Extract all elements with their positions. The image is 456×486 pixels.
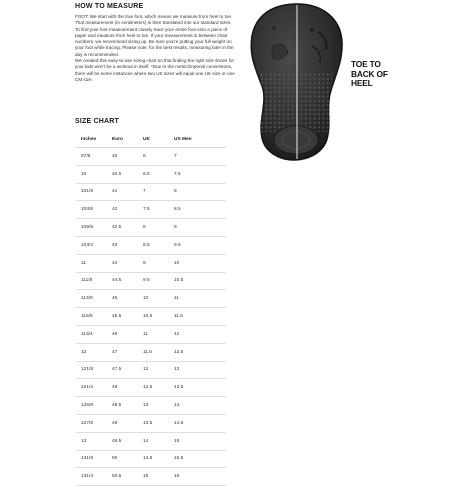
cell-uk: 11 bbox=[140, 325, 171, 343]
cell-uk: 10.5 bbox=[140, 308, 171, 326]
cell-euro: 42 bbox=[109, 201, 140, 219]
cell-uk: 13 bbox=[140, 397, 171, 415]
table-row bbox=[76, 236, 226, 254]
instruction-paragraph-trace: To find your foot measurement closely trace your entire foot onto a piece of paper and measure from heel to toe. If your measurement is between chart numbers, we recommend sizing up. Be sure you're putting your full weight on your foot while tracing. Please note: for the best results, measuring later in the day is recommended. bbox=[75, 26, 234, 57]
measure-instructions bbox=[75, 14, 235, 83]
cell-us-men: 9 bbox=[171, 219, 226, 237]
cell-euro: 40.5 bbox=[109, 165, 140, 183]
cell-euro: 45 bbox=[109, 290, 140, 308]
table-row bbox=[76, 414, 226, 432]
cell-euro: 50 bbox=[109, 450, 140, 468]
cell-inches: 113/8 bbox=[76, 290, 109, 308]
cell-inches: 121/8 bbox=[76, 361, 109, 379]
cell-inches: 113/4 bbox=[76, 325, 109, 343]
cell-us-men: 7 bbox=[171, 148, 226, 166]
cell-us-men: 12.5 bbox=[171, 343, 226, 361]
cell-inches: 103/4 bbox=[76, 236, 109, 254]
instruction-paragraph-foot: FOOT: We start with the true foot, which means we measure from heel to toe. That measurement (in centimeters) is then translated into our standard sizes. bbox=[75, 14, 233, 26]
column-header-inches: Inches bbox=[76, 131, 109, 148]
size-chart-body bbox=[76, 148, 226, 486]
cell-euro: 41 bbox=[109, 183, 140, 201]
cell-uk: 8.5 bbox=[140, 236, 171, 254]
cell-us-men: 14.5 bbox=[171, 414, 226, 432]
cell-euro: 47.5 bbox=[109, 361, 140, 379]
table-row bbox=[76, 165, 226, 183]
cell-uk: 10 bbox=[140, 290, 171, 308]
cell-inches: 97/8 bbox=[76, 148, 109, 166]
cell-uk: 9.5 bbox=[140, 272, 171, 290]
shoe-sole-diagram bbox=[242, 2, 352, 162]
cell-inches: 101/8 bbox=[76, 183, 109, 201]
cell-inches: 115/8 bbox=[76, 308, 109, 326]
cell-us-men: 14 bbox=[171, 397, 226, 415]
cell-uk: 8 bbox=[140, 219, 171, 237]
cell-uk: 15 bbox=[140, 468, 171, 486]
cell-euro: 45.5 bbox=[109, 308, 140, 326]
cell-euro: 49 bbox=[109, 414, 140, 432]
cell-us-men: 8.5 bbox=[171, 201, 226, 219]
cell-inches: 127/8 bbox=[76, 414, 109, 432]
table-row bbox=[76, 379, 226, 397]
cell-uk: 6.5 bbox=[140, 165, 171, 183]
table-row bbox=[76, 183, 226, 201]
cell-inches: 125/8 bbox=[76, 397, 109, 415]
cell-euro: 43 bbox=[109, 236, 140, 254]
cell-inches: 111/8 bbox=[76, 272, 109, 290]
cell-inches: 12 bbox=[76, 343, 109, 361]
table-row bbox=[76, 272, 226, 290]
size-chart-header-row bbox=[76, 131, 226, 148]
table-row bbox=[76, 325, 226, 343]
cell-inches: 121/4 bbox=[76, 379, 109, 397]
table-row bbox=[76, 450, 226, 468]
cell-us-men: 7.5 bbox=[171, 165, 226, 183]
cell-us-men: 12 bbox=[171, 325, 226, 343]
cell-uk: 14 bbox=[140, 432, 171, 450]
how-to-measure-heading: HOW TO MEASURE bbox=[75, 3, 144, 10]
cell-euro: 49.5 bbox=[109, 432, 140, 450]
cell-euro: 44.5 bbox=[109, 272, 140, 290]
cell-us-men: 15.5 bbox=[171, 450, 226, 468]
cell-inches: 131/8 bbox=[76, 450, 109, 468]
column-header-uk: UK bbox=[140, 131, 171, 148]
table-row bbox=[76, 432, 226, 450]
table-row bbox=[76, 254, 226, 272]
cell-uk: 9 bbox=[140, 254, 171, 272]
cell-euro: 50.5 bbox=[109, 468, 140, 486]
cell-us-men: 10 bbox=[171, 254, 226, 272]
size-chart-table bbox=[76, 131, 226, 486]
cell-uk: 12.5 bbox=[140, 379, 171, 397]
cell-inches: 103/8 bbox=[76, 201, 109, 219]
table-row bbox=[76, 219, 226, 237]
cell-us-men: 16 bbox=[171, 468, 226, 486]
cell-euro: 44 bbox=[109, 254, 140, 272]
cell-uk: 7.5 bbox=[140, 201, 171, 219]
cell-inches: 10 bbox=[76, 165, 109, 183]
cell-us-men: 9.5 bbox=[171, 236, 226, 254]
table-row bbox=[76, 343, 226, 361]
cell-uk: 12 bbox=[140, 361, 171, 379]
instruction-paragraph-chart: We created this easy-to-use sizing chart so that finding the right size shoes for your kids won't be a workout in itself. *Due to the metric/imperial conversions, there will be some instances where two US sizes will equal one UK size or one CM size. bbox=[75, 58, 235, 82]
column-header-us-men: US Men bbox=[171, 131, 226, 148]
cell-uk: 6 bbox=[140, 148, 171, 166]
toe-to-heel-label-line-1: TOE TO bbox=[351, 59, 381, 69]
column-header-euro: Euro bbox=[109, 131, 140, 148]
cell-us-men: 8 bbox=[171, 183, 226, 201]
cell-euro: 48 bbox=[109, 379, 140, 397]
cell-uk: 7 bbox=[140, 183, 171, 201]
toe-to-heel-label-line-3: HEEL bbox=[351, 78, 373, 89]
table-row bbox=[76, 397, 226, 415]
table-row bbox=[76, 468, 226, 486]
cell-us-men: 11.5 bbox=[171, 308, 226, 326]
cell-uk: 13.5 bbox=[140, 414, 171, 432]
cell-euro: 40 bbox=[109, 148, 140, 166]
cell-euro: 42.5 bbox=[109, 219, 140, 237]
table-row bbox=[76, 148, 226, 166]
cell-us-men: 11 bbox=[171, 290, 226, 308]
cell-uk: 11.5 bbox=[140, 343, 171, 361]
cell-inches: 13 bbox=[76, 432, 109, 450]
cell-uk: 14.5 bbox=[140, 450, 171, 468]
table-row bbox=[76, 290, 226, 308]
toe-to-heel-label bbox=[351, 60, 411, 89]
cell-us-men: 13 bbox=[171, 361, 226, 379]
cell-us-men: 13.5 bbox=[171, 379, 226, 397]
cell-us-men: 15 bbox=[171, 432, 226, 450]
cell-inches: 11 bbox=[76, 254, 109, 272]
cell-us-men: 10.5 bbox=[171, 272, 226, 290]
table-row bbox=[76, 308, 226, 326]
cell-euro: 46 bbox=[109, 325, 140, 343]
table-row bbox=[76, 201, 226, 219]
size-chart-heading: SIZE CHART bbox=[75, 118, 119, 125]
toe-to-heel-label-line-2: BACK OF bbox=[351, 68, 388, 79]
table-row bbox=[76, 361, 226, 379]
cell-euro: 47 bbox=[109, 343, 140, 361]
cell-inches: 105/8 bbox=[76, 219, 109, 237]
cell-euro: 48.5 bbox=[109, 397, 140, 415]
cell-inches: 131/4 bbox=[76, 468, 109, 486]
